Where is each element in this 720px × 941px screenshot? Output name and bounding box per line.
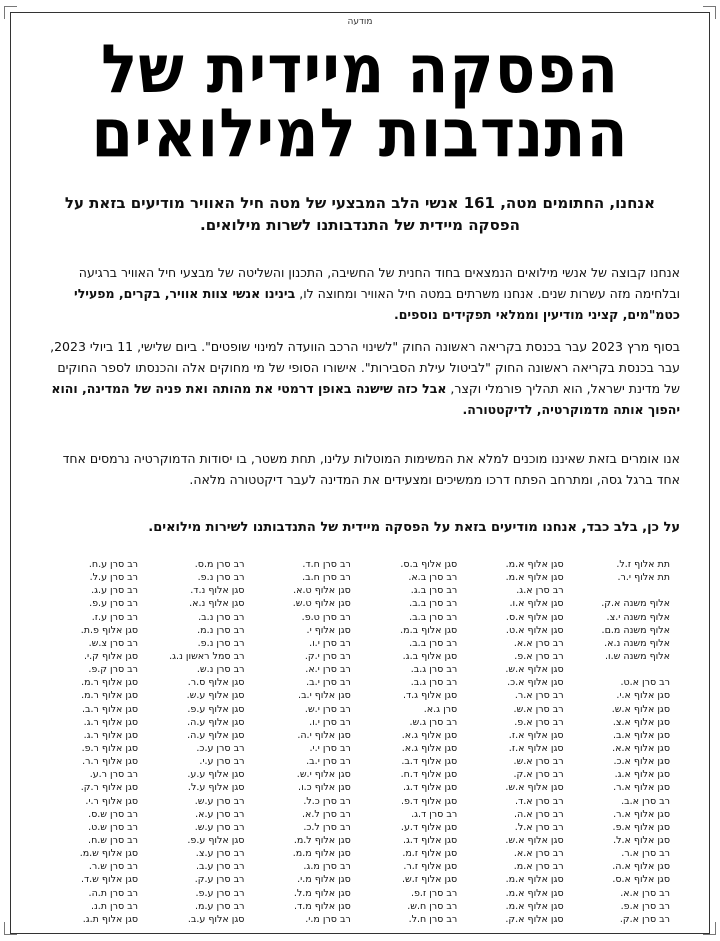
signature-name: רב סרן נ.ב. <box>198 611 245 623</box>
signature-name: רב סרן א.מ. <box>513 861 564 873</box>
signature-name: רב סרן י.ק. <box>304 650 351 662</box>
signature-name: סגן אלוף ד.ב. <box>401 756 458 768</box>
signature-name: סגן אלוף מ.מ. <box>292 848 351 860</box>
signature-name: רב סרן מ.י. <box>305 913 351 925</box>
signature-name: סגן אלוף א.כ. <box>613 756 670 768</box>
signature-name: סגן אלוף י.ש. <box>296 769 351 781</box>
ad-label: מודעה <box>347 17 373 27</box>
signature-name: סגן אלוף ס.ר. <box>187 677 245 689</box>
signature-name: רב סרן מ.ס. <box>194 559 245 570</box>
signature-name: רב סרן צ.ש. <box>88 637 139 649</box>
signature-name: רב סרן א.ה. <box>514 808 564 820</box>
paragraph-2-text: בסוף מרץ 2023 עבר בכנסת בקריאה ראשונה החוק "לשינוי הרכב הוועדה למינוי שופטים". ביום שלישי, 11 ביולי 2023, עבר בכנסת בקריאה ראשונה החוק "לביטול עילת הסבירות". אישורו הסופי של מי מחוקים אלה והכנסתו לספר החוקים של מדינת ישראל, הוא תהליך פורמלי וקצר, <box>50 339 680 396</box>
signature-name: רב סרן ט.פ. <box>301 611 351 623</box>
signature-name: סגן אלוף א.ר. <box>613 808 670 820</box>
signature-name: סגן אלוף פ.ת. <box>80 624 139 636</box>
signature-name: רב סרן א.פ. <box>514 650 564 662</box>
signature-name: סגן אלוף ב.ג. <box>402 650 458 662</box>
signature-name: רב סרן ח.ל. <box>408 913 458 925</box>
signature-name: רב סרן ע.י. <box>199 756 245 768</box>
signature-name: סגן אלוף א.מ. <box>505 559 564 570</box>
signature-name: רב סרן ל.כ. <box>303 821 351 833</box>
signature-name: רב סרן ע.ק. <box>194 874 245 886</box>
signature-name: סגן אלוף א.ש. <box>505 664 564 676</box>
signature-name: תת אלוף ז.ל. <box>616 559 670 570</box>
signature-name: רב סרן ג.ב. <box>410 677 458 689</box>
signature-name: סגן אלוף מ.י. <box>297 874 351 886</box>
signature-name: סגן אלוף ע.פ. <box>187 703 245 715</box>
signature-name: רב סרן א.ק. <box>513 769 564 781</box>
signature-name: רב סרן ש.ח. <box>88 834 139 846</box>
signature-name: סגן אלוף א.ז. <box>508 729 564 741</box>
signature-name: סגן אלוף ר.ב. <box>82 703 139 715</box>
signature-name: סגן אלוף ר.ג. <box>83 729 139 741</box>
signature-name: סגן אלוף א.ז. <box>508 742 564 754</box>
signatures <box>40 558 670 926</box>
signature-name: סגן אלוף ר.ק. <box>80 782 139 794</box>
signature-name: רב סרן א.ג. <box>516 585 564 597</box>
signature-column <box>40 558 138 926</box>
signature-name: רב סרן א.ש. <box>513 756 564 768</box>
signature-name: רב סרן נ.מ. <box>197 624 245 636</box>
signature-name: סגן אלוף ד.פ. <box>400 795 458 807</box>
signature-name: רב סרן ד.ג. <box>411 808 458 820</box>
signature-name: רב סרן י.ו. <box>309 637 351 649</box>
signature-name: סגן אלוף א.צ. <box>612 716 670 728</box>
signature-name: סגן אלוף א.ט. <box>505 624 564 636</box>
signature-name: רב סרן א.פ. <box>620 900 670 912</box>
signature-name: סגן אלוף ד.ע. <box>400 821 458 833</box>
signature-name: רב סרן ע.ז. <box>91 611 139 623</box>
signature-name: רב סרן ז.פ. <box>410 887 458 899</box>
signature-name: רב סרן ק.פ. <box>88 664 139 676</box>
headline <box>40 30 680 174</box>
signature-name: רב סרן ע.פ. <box>195 887 245 899</box>
signature-name: סגן אלוף א.א. <box>612 742 670 754</box>
signature-name: רב סרן י.ב. <box>306 677 351 689</box>
signature-name: רב סרן ע.ש. <box>194 821 245 833</box>
signature-name: סגן אלוף נ.ד. <box>190 585 245 597</box>
crop-mark <box>703 922 716 935</box>
signature-name: רב סרן נ.פ. <box>197 637 245 649</box>
signature-column <box>359 558 457 926</box>
signature-name: רב סרן ש.ס. <box>88 808 139 820</box>
signature-name: סגן אלוף א.ש. <box>611 703 670 715</box>
signature-name: רב סרן י.ש. <box>304 703 351 715</box>
signature-name: רב סרן ע.פ. <box>89 598 139 610</box>
signature-name: סגן אלוף א.מ. <box>505 572 564 584</box>
headline-line-1: הפסקה מיידית של <box>100 30 620 110</box>
signature-name: סגן אלוף ע.ע. <box>187 769 245 781</box>
signature-name: רב סרן ל.א. <box>302 808 351 820</box>
signature-name <box>572 663 670 676</box>
signature-name: רב סרן ר.ע. <box>89 769 139 781</box>
signature-name: סגן אלוף ע.ש. <box>186 690 245 702</box>
signature-name: סגן אלוף ר.מ. <box>81 690 139 702</box>
signature-name: רב סרן א.ל. <box>514 821 564 833</box>
lead-paragraph: אנחנו, החתומים מטה, 161 אנשי הלב המבצעי של מטה חיל האוויר מודיעים בזאת על הפסקה מיידית של התנדבותנו לשרות מילואים. <box>64 194 656 234</box>
signature-name: סגן אלוף מ.ל. <box>293 887 351 899</box>
signature-name: סגן אלוף א.ה. <box>612 861 670 873</box>
signature-name: תת אלוף י.ר. <box>617 572 670 584</box>
signature-name: רב סרן ע.צ. <box>195 848 245 860</box>
signature-name: רב סרן ב.ב. <box>409 611 458 623</box>
signature-name: רב סרן א.פ. <box>514 716 564 728</box>
signature-name: רב סרן י.א. <box>305 664 351 676</box>
signature-name: רב סרן ב.ב. <box>409 598 458 610</box>
signature-name: רב סרן א.ב. <box>621 795 670 807</box>
paragraph-2-bold: אבל כזה שישנה באופן דרמטי את מהותה ואת פניה של המדינה, והוא יהפוך אותה מדמוקרטיה, לדיקטטורה. <box>51 381 680 417</box>
signature-name: סגן אלוף ע.ה. <box>187 716 245 728</box>
signature-name: רב סרן א.א. <box>513 637 564 649</box>
signature-name: סגן אלוף א.כ. <box>507 677 564 689</box>
signature-name: סגן אלוף א.ו. <box>509 598 564 610</box>
signature-name: רב סרן מ.ג. <box>303 861 351 873</box>
signature-name: סגן אלוף א.ר. <box>613 782 670 794</box>
signature-name: רב סרן א.ק. <box>619 913 670 925</box>
signature-name: אלוף משנה י.צ. <box>606 611 670 623</box>
signature-column <box>253 558 351 926</box>
paragraph-1-bold: בינינו אנשי צוות אוויר, בקרים, מפעילי כטמ"מים, קציני מודיעין וממלאי תפקידים נוספים. <box>74 286 680 322</box>
signature-name: סגן אלוף מ.ד. <box>294 900 351 912</box>
signature-name: רב סרן ע.מ. <box>194 900 245 912</box>
signature-name: סגן אלוף א.ש. <box>505 782 564 794</box>
signature-name: סגן אלוף ר.י. <box>85 795 139 807</box>
signature-name: רב סרן כ.ל. <box>303 795 351 807</box>
signature-name: רב סמל ראשון נ.ג. <box>169 650 245 662</box>
signature-name: רב סרן א.ש. <box>513 703 564 715</box>
signature-name: סגן אלוף א.מ. <box>505 887 564 899</box>
signature-name: סגן אלוף ט.ש. <box>292 598 351 610</box>
signature-name: רב סרן ג.ש. <box>409 716 458 728</box>
signature-name: סגן אלוף ת.ג. <box>82 913 139 925</box>
paragraph-2 <box>40 336 680 420</box>
signature-name: סגן אלוף א.ס. <box>612 874 670 886</box>
signature-name: רב סרן ע.ש. <box>194 795 245 807</box>
signature-name: רב סרן י.י. <box>309 742 351 754</box>
signature-name: סגן אלוף ג.א. <box>401 729 458 741</box>
signature-name: סגן אלוף ב.מ. <box>400 624 458 636</box>
signature-name: רב סרן ב.א. <box>408 572 458 584</box>
signature-name: סגן אלוף א.ג. <box>614 769 670 781</box>
signature-column <box>146 558 244 926</box>
signature-name: רב סרן ע.ב. <box>195 861 245 873</box>
signature-name: סגן אלוף ד.ג. <box>402 782 458 794</box>
signature-name: רב סרן י.ו. <box>309 716 351 728</box>
signature-name: סגן אלוף ע.ל. <box>187 782 245 794</box>
signature-name: סגן אלוף ז.מ. <box>402 848 458 860</box>
signature-name: סגן אלוף ר.מ. <box>81 677 139 689</box>
signature-name: סגן אלוף ב.ס. <box>400 559 458 570</box>
closing-statement: על כן, בלב כבד, אנחנו מודיעים בזאת על הפסקה מיידית של התנדבותנו לשירות מילואים. <box>148 520 680 535</box>
paragraph-1 <box>40 262 680 325</box>
signature-name: סגן אלוף י.ה. <box>297 729 351 741</box>
signature-name: סגן אלוף א.מ. <box>505 874 564 886</box>
crop-mark <box>4 922 17 935</box>
signature-name: סגן אלוף ע.פ. <box>187 834 245 846</box>
signature-name: רב סרן ח.ב. <box>302 572 351 584</box>
signature-name: רב סרן נ.ש. <box>196 664 245 676</box>
signature-name: סגן אלוף א.ס. <box>505 611 564 623</box>
signature-name <box>572 584 670 597</box>
signature-name: אלוף משנה ש.ו. <box>604 650 670 662</box>
signature-name: סגן אלוף ג.ד. <box>402 690 458 702</box>
signature-name: רב סרן ע.א. <box>195 808 245 820</box>
signature-name: רב סרן א.ד. <box>515 795 564 807</box>
signature-name: סרן ג.א. <box>423 703 458 715</box>
signature-name: רב סרן ע.ג. <box>91 585 139 597</box>
signature-name: רב סרן ת.ה. <box>88 887 139 899</box>
signature-name: סגן אלוף ד.ח. <box>400 769 458 781</box>
signature-name: סגן אלוף ז.ר. <box>403 861 458 873</box>
signature-name: רב סרן ש.ר. <box>88 861 139 873</box>
signature-name: סגן אלוף א.פ. <box>612 821 670 833</box>
signature-name: רב סרן ע.ל. <box>89 572 139 584</box>
signature-name: רב סרן ב.ב. <box>409 637 458 649</box>
signature-name: רב סרן א.ט. <box>620 677 670 689</box>
signature-name: סגן אלוף ע.ה. <box>187 729 245 741</box>
signature-name: אלוף משנה נ.א. <box>604 637 670 649</box>
signature-name: סגן אלוף ר.פ. <box>81 742 139 754</box>
signature-name: סגן אלוף ש.ד. <box>80 874 139 886</box>
signature-name: רב סרן ע.ח. <box>88 559 139 570</box>
signature-name: רב סרן א.ר. <box>621 848 670 860</box>
signature-name: סגן אלוף ר.ג. <box>83 716 139 728</box>
signature-name: סגן אלוף ש.מ. <box>79 848 139 860</box>
signature-name: אלוף משנה מ.ם. <box>601 624 670 636</box>
signature-name: סגן אלוף ר.ר. <box>82 756 139 768</box>
signature-name: רב סרן ת.נ. <box>90 900 139 912</box>
signature-name: סגן אלוף א.מ. <box>505 900 564 912</box>
signature-name: רב סרן נ.פ. <box>197 572 245 584</box>
signature-name: סגן אלוף א.ש. <box>505 834 564 846</box>
signature-name: סגן אלוף ג.א. <box>401 742 458 754</box>
signature-name: סגן אלוף ל.מ. <box>293 834 351 846</box>
signature-name: רב סרן א.א. <box>513 848 564 860</box>
signature-name: סגן אלוף ז.ש. <box>402 874 458 886</box>
signature-name: סגן אלוף א.י. <box>616 690 670 702</box>
signature-name: רב סרן י.ב. <box>306 756 351 768</box>
signature-name: סגן אלוף כ.ו. <box>298 782 351 794</box>
signature-name: סגן אלוף נ.א. <box>189 598 245 610</box>
signature-name: סגן אלוף ד.ג. <box>402 834 458 846</box>
signature-name: סגן אלוף י.ב. <box>298 690 351 702</box>
signature-name: רב סרן ח.ש. <box>407 900 458 912</box>
signature-name: סגן אלוף ק.י. <box>84 650 139 662</box>
signature-name: סגן אלוף י. <box>306 624 351 636</box>
headline-line-2: התנדבות למילואים <box>91 94 629 174</box>
signature-name: רב סרן א.א. <box>620 887 670 899</box>
signature-name: רב סרן א.ר. <box>514 690 564 702</box>
signature-name: סגן אלוף א.ק. <box>505 913 564 925</box>
paragraph-3: אנו אומרים בזאת שאיננו מוכנים למלא את המשימות המוטלות עלינו, תחת משטר, בו יסודות הדמוקרטיה נרמסים אחד אחד ברגל גסה, ומתרחב הפתח דרכו ממשיכים ומצעידים את המדינה לעבר דיקטטורה מלאה. <box>62 451 680 487</box>
signature-name: סגן אלוף ט.א. <box>293 585 351 597</box>
signature-name: סגן אלוף א.ב. <box>612 729 670 741</box>
signature-column <box>572 558 670 926</box>
paragraph-1-text: אנחנו קבוצה של אנשי מילואים הנמצאים בחוד החנית של החשיבה, התכנון והשליטה של מבצעי חיל האוויר ברגיעה ובלחימה מזה עשרות שנים. אנחנו משרתים במטה חיל האוויר ומחוצה לו, <box>78 265 680 301</box>
signature-name: רב סרן ש.ט. <box>88 821 139 833</box>
signature-column <box>466 558 564 926</box>
signature-name: סגן אלוף ע.ב. <box>187 913 245 925</box>
signature-name: אלוף משנה א.ק. <box>601 598 670 610</box>
signature-name: סגן אלוף א.ל. <box>613 834 670 846</box>
signature-name: רב סרן ב.ג. <box>410 585 458 597</box>
signature-name: רב סרן ע.כ. <box>196 742 245 754</box>
signature-name: רב סרן ג.ב. <box>410 664 458 676</box>
signature-name: רב סרן ח.ד. <box>302 559 351 570</box>
